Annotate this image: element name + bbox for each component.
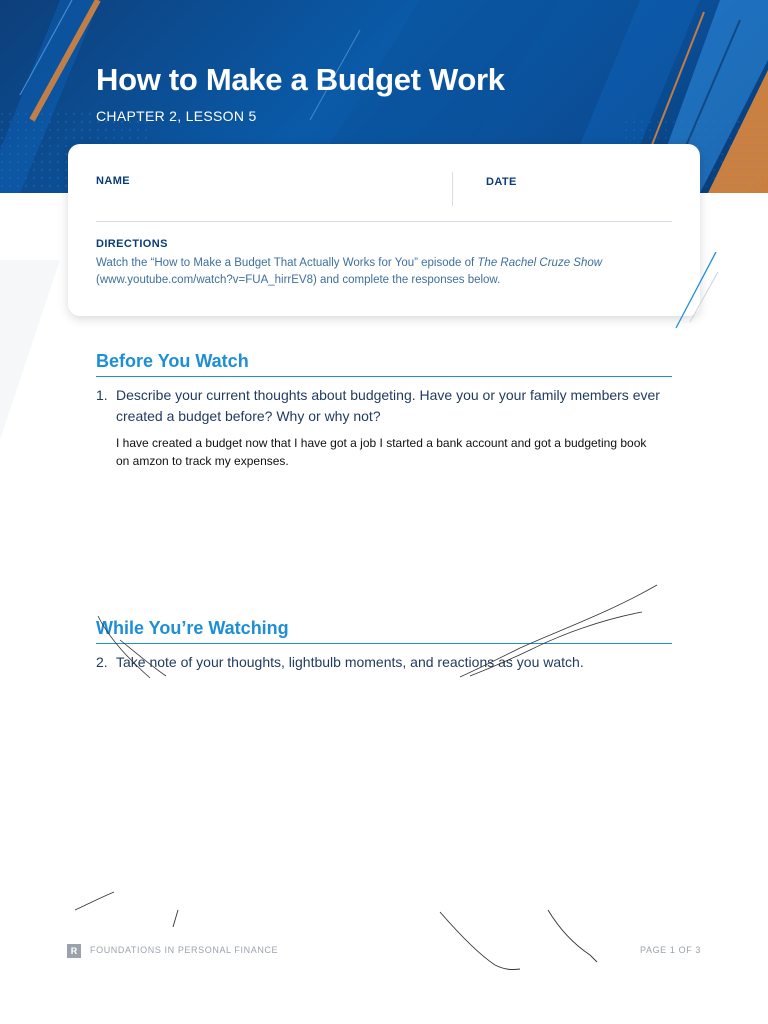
publisher-logo-icon: R: [67, 944, 81, 958]
question-1: [96, 385, 666, 427]
show-title: The Rachel Cruze Show: [477, 257, 603, 269]
chapter-lesson-label: CHAPTER 2, LESSON 5: [96, 108, 257, 124]
directions-label: DIRECTIONS: [96, 238, 168, 250]
question-1-answer[interactable]: I have created a budget now that I have got a job I started a bank account and got a budgeting book on amzon to track my expenses.: [116, 436, 647, 468]
question-1-text: Describe your current thoughts about budgeting. Have you or your family members ever created a budget before? Why or why not?: [116, 387, 660, 424]
question-2: [96, 652, 666, 673]
field-divider: [452, 172, 453, 206]
student-info-card: [68, 144, 700, 316]
pen-mark: [75, 892, 114, 910]
section-rule-during: [96, 643, 672, 644]
document-title: How to Make a Budget Work: [96, 62, 505, 97]
question-2-number: 2.: [96, 654, 108, 670]
footer-page-number: PAGE 1 OF 3: [640, 945, 701, 955]
question-2-text: Take note of your thoughts, lightbulb moments, and reactions as you watch.: [116, 654, 584, 670]
footer-course-name: FOUNDATIONS IN PERSONAL FINANCE: [90, 945, 279, 955]
background-shape: [0, 260, 60, 440]
directions-text: [96, 255, 686, 289]
pen-mark: [548, 910, 597, 962]
name-field-label: NAME: [96, 175, 130, 187]
section-rule-before: [96, 376, 672, 377]
section-heading-before: Before You Watch: [96, 351, 249, 371]
pen-mark: [440, 912, 520, 970]
field-underline: [96, 221, 672, 222]
directions-prefix: Watch the “How to Make a Budget That Actually Works for You” episode of: [96, 257, 478, 269]
section-heading-during: While You’re Watching: [96, 618, 289, 638]
directions-suffix: (www.youtube.com/watch?v=FUA_hirrEV8) and complete the responses below.: [96, 274, 501, 286]
date-field-label: DATE: [486, 176, 517, 188]
pen-mark: [173, 910, 178, 927]
question-1-number: 1.: [96, 387, 108, 403]
